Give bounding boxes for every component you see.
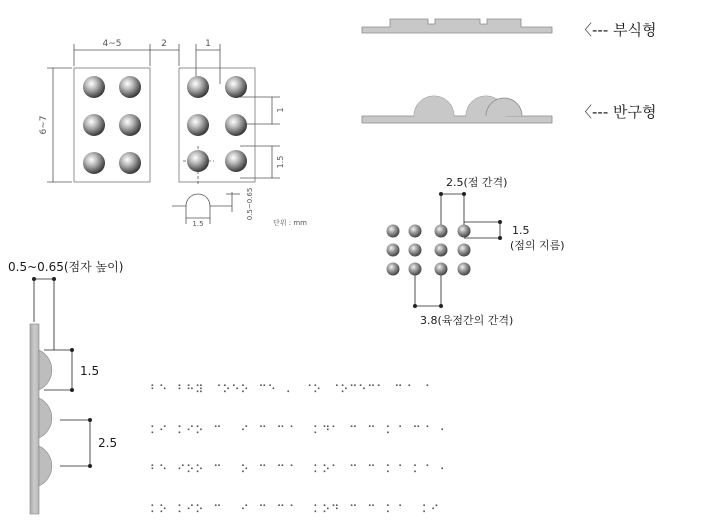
dot-spacing-figure <box>387 192 503 308</box>
braille-row-3: ⠃⠑⠀⠊⠕⠕⠀⠉⠀⠀⠕⠀⠉⠀⠉⠈⠀⠀⠅⠕⠁⠀⠉⠀⠉⠀⠅⠈⠀⠅⠈⠀⠂ <box>150 463 449 476</box>
profile-dome-label: 〈--- 반구형 <box>577 103 657 121</box>
side-view-figure <box>30 277 92 514</box>
braille-sample <box>150 383 449 516</box>
profile-flat-label: 〈--- 부식형 <box>577 21 657 39</box>
profile-dome <box>362 96 552 123</box>
dot-size-label: 1 <box>205 39 211 49</box>
braille-row-1: ⠃⠑⠀⠃⠓⠽⠀⠈⠕⠑⠕⠀⠉⠑⠀⠄⠀⠈⠕⠀⠈⠕⠉⠑⠉⠁⠀⠉⠈⠀⠈ <box>150 383 431 396</box>
dot-spacing-label-a: 1 <box>276 107 285 113</box>
unit-label: 단위 : mm <box>273 219 307 227</box>
cell-gap-label: 2 <box>161 39 167 49</box>
braille-row-2: ⠅⠊⠀⠅⠊⠕⠀⠉⠀⠀⠊⠀⠉⠀⠉⠈⠀⠀⠅⠙⠁⠀⠉⠀⠉⠀⠅⠈⠀⠉⠈⠀⠂ <box>150 424 449 437</box>
profile-flat <box>362 19 552 33</box>
side-spacing-label: 2.5 <box>98 436 118 450</box>
dot-height-range-label: 0.5~0.65 <box>246 187 254 221</box>
side-diameter-label: 1.5 <box>80 364 100 378</box>
cell-width-label: 4~5 <box>102 39 122 49</box>
braille-height-label: 0.5~0.65(점자 높이) <box>8 260 124 274</box>
dot-base-label: 1.5 <box>192 220 204 228</box>
cell-gap-label: 3.8(육점간의 간격) <box>420 314 514 327</box>
cell-height-label: 6~7 <box>39 115 49 135</box>
diameter-label: 1.5 <box>512 224 530 237</box>
diameter-caption: (점의 지름) <box>510 239 565 252</box>
braille-row-4: ⠅⠕⠀⠅⠊⠕⠀⠉⠀⠀⠊⠀⠉⠀⠉⠈⠀⠀⠅⠕⠙⠀⠉⠀⠉⠀⠅⠈⠀⠀⠅⠊ <box>150 503 440 516</box>
dot-spacing-label-b: 1.5 <box>276 155 285 169</box>
dot-gap-label: 2.5(점 간격) <box>446 176 508 189</box>
